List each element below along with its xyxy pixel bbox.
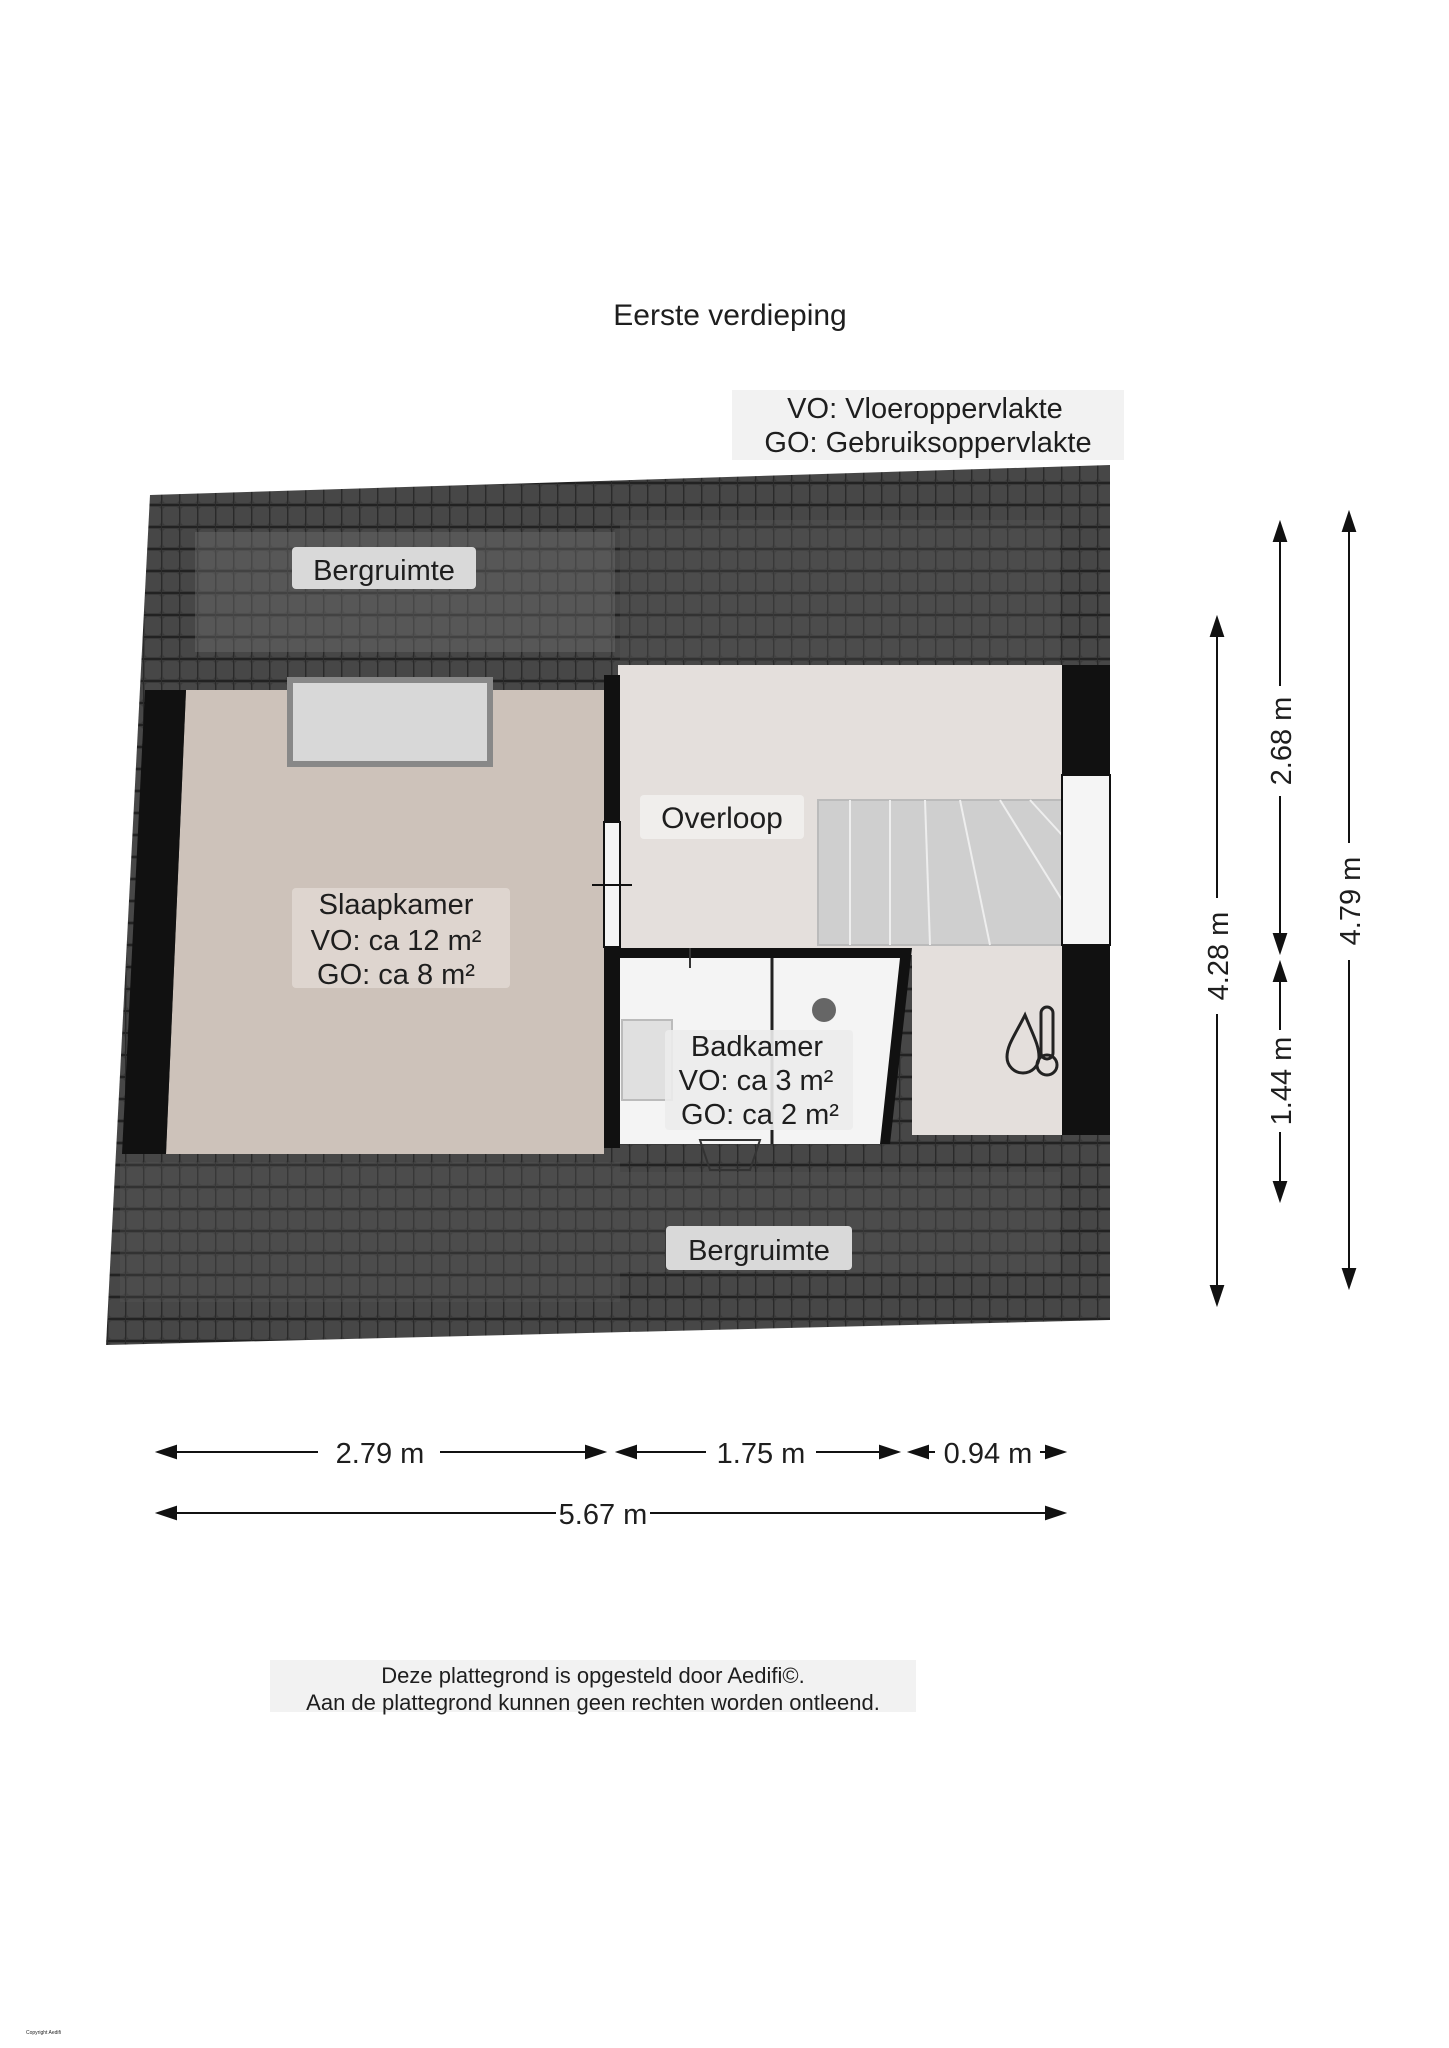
staircase <box>818 800 1063 945</box>
disclaimer-line2: Aan de plattegrond kunnen geen rechten worden ontleend. <box>306 1690 880 1715</box>
slaapkamer-go: GO: ca 8 m² <box>317 959 475 991</box>
skylight <box>290 680 490 764</box>
dim-5-67: 5.67 m <box>558 1499 648 1531</box>
dim-4-79: 4.79 m <box>1335 856 1367 946</box>
room-overloop: Overloop <box>661 802 783 835</box>
floor-title: Eerste verdieping <box>613 299 847 332</box>
corner-copyright: Copyright Aedifi <box>26 2030 62 2036</box>
disclaimer-line1: Deze plattegrond is opgesteld door Aedifi©. <box>381 1663 805 1688</box>
badkamer-vo: VO: ca 3 m² <box>678 1065 834 1097</box>
dim-1-44: 1.44 m <box>1266 1036 1298 1126</box>
slaapkamer-vo: VO: ca 12 m² <box>310 925 482 957</box>
legend-vo: VO: Vloeroppervlakte <box>787 393 1063 425</box>
room-bergruimte-top: Bergruimte <box>313 555 455 587</box>
dim-1-75: 1.75 m <box>716 1438 806 1470</box>
room-bergruimte-bottom: Bergruimte <box>688 1235 830 1267</box>
dim-0-94: 0.94 m <box>943 1438 1033 1470</box>
badkamer-go: GO: ca 2 m² <box>681 1099 839 1131</box>
room-slaapkamer: Slaapkamer <box>318 889 474 921</box>
room-badkamer: Badkamer <box>690 1031 824 1063</box>
dim-2-79: 2.79 m <box>335 1438 425 1470</box>
dim-4-28: 4.28 m <box>1203 911 1235 1001</box>
vertical-dimension-lines <box>1211 513 1355 1304</box>
legend-go: GO: Gebruiksoppervlakte <box>764 427 1092 459</box>
dim-2-68: 2.68 m <box>1266 696 1298 786</box>
